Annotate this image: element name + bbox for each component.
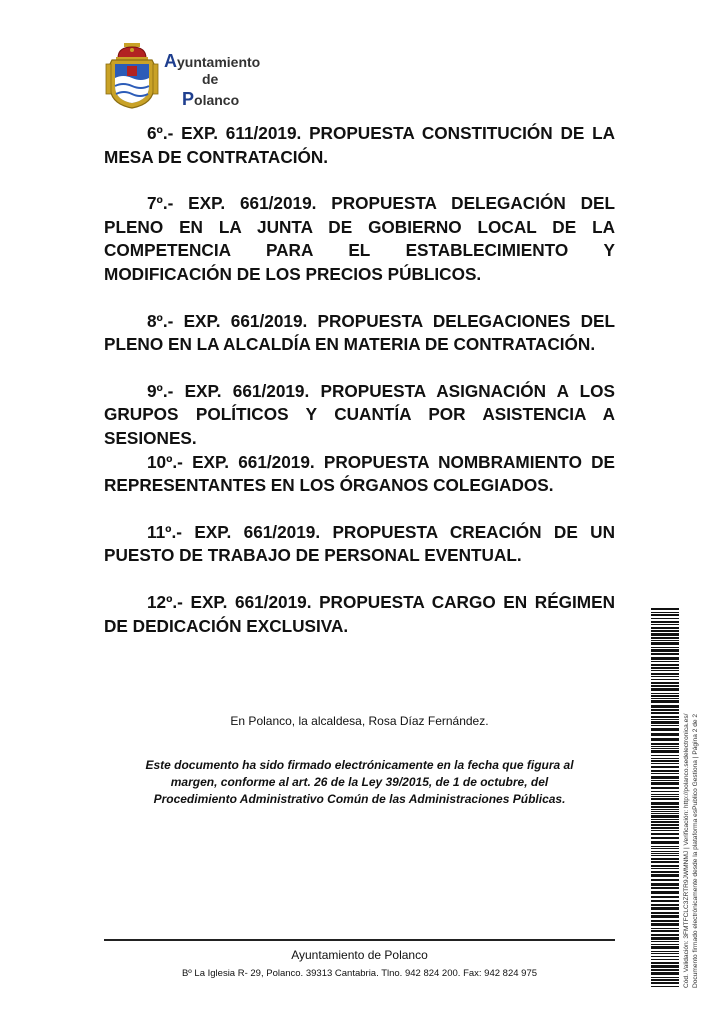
barcode-stripe [651,865,679,867]
barcode-stripe [651,750,679,753]
barcode-stripe [651,667,679,669]
barcode-stripe [651,965,679,968]
barcode-stripe [651,670,679,671]
barcode-stripe [651,915,679,918]
barcode-stripe [651,780,679,781]
barcode-stripe [651,770,679,772]
barcode-stripe [651,621,679,623]
letterhead [104,40,304,112]
barcode-stripe [651,855,679,856]
coat-of-arms-icon [104,42,160,110]
barcode-stripe [651,794,679,795]
barcode-stripe [651,716,679,718]
barcode-stripe [651,813,679,814]
barcode-icon [651,608,679,988]
barcode-stripe [651,618,679,619]
logo-initial-p: P [182,89,195,109]
note-line: margen, conforme al art. 26 de la Ley 39/2015, de 1 de octubre, del [170,775,549,789]
barcode-stripe [651,930,679,932]
barcode-stripe [651,664,679,666]
barcode-stripe [651,907,679,910]
barcode-stripe [651,682,679,684]
barcode-stripe [651,721,679,724]
barcode-stripe [651,688,679,691]
barcode-stripe [651,962,679,964]
barcode-stripe [651,791,679,792]
barcode-stripe [651,827,679,829]
barcode-stripe [651,891,679,894]
barcode-stripe [651,766,679,768]
barcode-stripe [651,637,679,639]
barcode-stripe [651,887,679,889]
barcode-stripe [651,755,679,756]
barcode-stripe [651,627,679,629]
barcode-stripe [651,640,679,641]
barcode-stripe [651,709,679,711]
barcode-stripe [651,837,679,839]
barcode-stripe [651,937,679,940]
barcode-stripe [651,821,679,823]
barcode-stripe [651,809,679,810]
logo-word-ayuntamiento: yuntamiento [177,54,261,70]
validation-margin-text [683,608,700,988]
barcode-stripe [651,972,679,975]
barcode-stripe [651,700,679,703]
barcode-stripe [651,883,679,886]
barcode-stripe [651,798,679,800]
barcode-stripe [651,806,679,808]
barcode-stripe [651,904,679,906]
barcode-stripe [651,748,679,749]
barcode-stripe [651,986,679,987]
barcode-stripe [651,900,679,902]
barcode-stripe [651,612,679,613]
barcode-stripe [651,912,679,914]
footer-address: Bº La Iglesia R- 29, Polanco. 39313 Cantabria. Tlno. 942 824 200. Fax: 942 824 975 [181,968,538,979]
barcode-stripe [651,846,679,847]
barcode-stripe [651,861,679,863]
barcode-stripe [651,695,679,697]
barcode-stripe [651,693,679,694]
logo-word-de: de [202,71,219,87]
barcode-stripe [651,653,679,655]
barcode-stripe [651,712,679,714]
footer-divider [104,939,615,941]
barcode-stripe [651,920,679,922]
barcode-stripe [651,698,679,699]
barcode-stripe [651,657,679,660]
barcode-stripe [651,719,679,720]
barcode-stripe [651,819,679,820]
barcode-stripe [651,642,679,645]
barcode-stripe [651,685,679,687]
barcode-stripe [651,979,679,981]
barcode-stripe [651,661,679,662]
barcode-stripe [651,647,679,648]
barcode-stripe [651,879,679,881]
barcode-stripe [651,649,679,652]
barcode-stripe [651,841,679,844]
logo-word-polanco: olanco [194,92,240,108]
barcode-stripe [651,676,679,677]
barcode-stripe [651,824,679,826]
barcode-stripe [651,733,679,736]
barcode-stripe [651,896,679,898]
barcode-stripe [651,941,679,942]
barcode-stripe [651,802,679,805]
barcode-stripe [651,738,679,741]
barcode-stripe [651,760,679,762]
barcode-stripe [651,953,679,954]
barcode-stripe [651,969,679,971]
agenda-item: 7º.- EXP. 661/2019. PROPUESTA DELEGACIÓN DEL PLENO EN LA JUNTA DE GOBIERNO LOCAL DE LA COMPETENCIA PARA EL ESTABLECIMIENTO Y MODIFICACIÓN DE LOS PRECIOS PÚBLICOS. [104,193,615,284]
barcode-stripe [651,874,679,877]
agenda-items [104,122,615,638]
barcode-stripe [651,782,679,785]
logo-initial-a: A [164,51,177,71]
barcode-stripe [651,608,679,610]
barcode-stripe [651,673,679,675]
footer-organization: Ayuntamiento de Polanco [291,948,428,962]
barcode-stripe [651,977,679,978]
barcode-stripe [651,679,679,680]
barcode-stripe [651,858,679,860]
validation-code-line: Cód. Validación: 3FMTFCLC3ZRTR9JWMNMJ | Verificación: http://polanco.sedelectronica.es/ [683,713,690,988]
barcode-stripe [651,833,679,835]
note-line: Este documento ha sido firmado electrónicamente en la fecha que figura al [145,758,574,772]
barcode-stripe [651,758,679,759]
barcode-stripe [651,871,679,873]
electronic-signature-note [104,757,615,808]
barcode-stripe [651,815,679,818]
signature-line: En Polanco, la alcaldesa, Rosa Díaz Fernández. [230,714,489,728]
barcode-stripe [651,725,679,726]
barcode-stripe [651,743,679,745]
barcode-stripe [651,633,679,636]
barcode-stripe [651,868,679,869]
barcode-stripe [651,959,679,960]
barcode-stripe [651,956,679,957]
barcode-stripe [651,773,679,774]
agenda-item: 8º.- EXP. 661/2019. PROPUESTA DELEGACIONES DEL PLENO EN LA ALCALDÍA EN MATERIA DE CONTRATACIÓN. [104,310,615,355]
barcode-stripe [651,614,679,616]
barcode-stripe [651,776,679,779]
barcode-stripe [651,923,679,926]
barcode-stripe [651,853,679,854]
barcode-stripe [651,982,679,984]
signature-platform-line: Documento firmado electrónicamente desde la plataforma esPublico Gestiona | Página 2 de 2 [691,713,699,988]
barcode-stripe [651,928,679,929]
barcode-stripe [651,624,679,625]
barcode-stripe [651,951,679,952]
barcode-stripe [651,763,679,764]
barcode-stripe [651,796,679,797]
agenda-item: 10º.- EXP. 661/2019. PROPUESTA NOMBRAMIENTO DE REPRESENTANTES EN LOS ÓRGANOS COLEGIADOS. [104,451,615,496]
barcode-stripe [651,728,679,731]
barcode-stripe [651,848,679,849]
barcode-stripe [651,746,679,747]
barcode-stripe [651,705,679,708]
barcode-stripe [651,830,679,831]
barcode-stripe [651,934,679,936]
barcode-stripe [651,811,679,812]
barcode-stripe [651,630,679,632]
barcode-stripe [651,946,679,949]
agenda-item: 12º.- EXP. 661/2019. PROPUESTA CARGO EN RÉGIMEN DE DEDICACIÓN EXCLUSIVA. [104,591,615,636]
barcode-stripe [651,851,679,852]
agenda-item: 11º.- EXP. 661/2019. PROPUESTA CREACIÓN DE UN PUESTO DE TRABAJO DE PERSONAL EVENTUAL. [104,521,615,566]
barcode-stripe [651,787,679,789]
barcode-stripe [651,944,679,945]
note-line: Procedimiento Administrativo Común de las Administraciones Públicas. [153,792,566,806]
agenda-item: 6º.- EXP. 611/2019. PROPUESTA CONSTITUCIÓN DE LA MESA DE CONTRATACIÓN. [104,123,615,167]
agenda-item: 9º.- EXP. 661/2019. PROPUESTA ASIGNACIÓN A LOS GRUPOS POLÍTICOS Y CUANTÍA POR ASISTENCIA A SESIONES. [104,380,615,448]
